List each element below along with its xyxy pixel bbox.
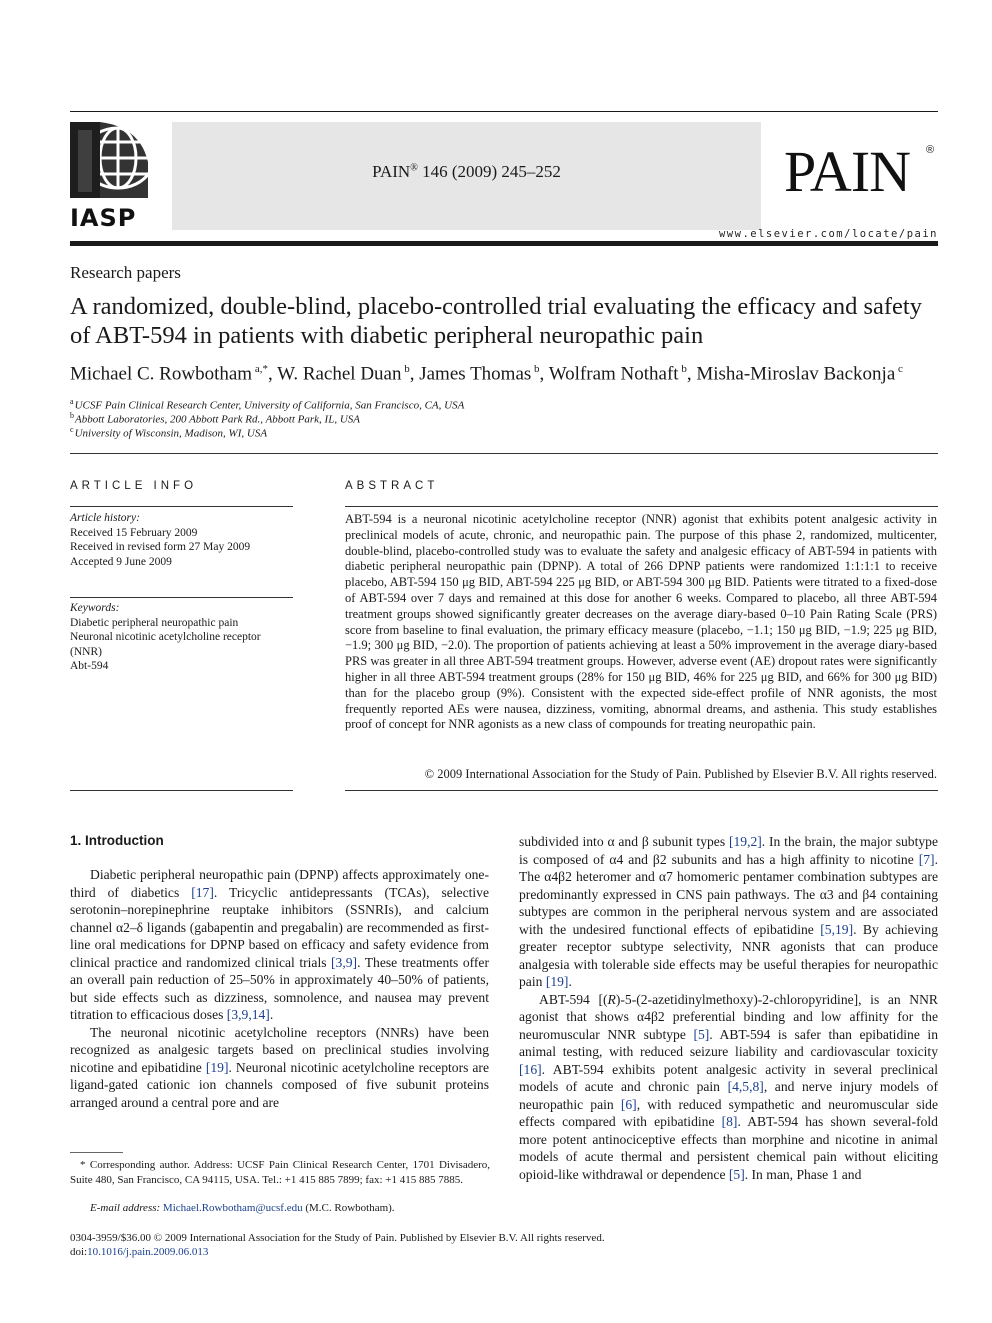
- divider: [70, 453, 938, 454]
- pain-journal-logo: PAIN: [784, 139, 911, 204]
- author-affiliation-mark[interactable]: b: [531, 363, 540, 375]
- citation-link[interactable]: [7]: [918, 851, 935, 867]
- left-column: [70, 866, 489, 1111]
- doi-line: doi:10.1016/j.pain.2009.06.013: [70, 1246, 209, 1258]
- citation-link[interactable]: [19]: [545, 974, 569, 989]
- divider: [70, 790, 293, 791]
- email-link[interactable]: Michael.Rowbotham@ucsf.edu: [162, 1202, 303, 1214]
- citation-link[interactable]: [19,2]: [728, 834, 762, 849]
- article-info-heading: ARTICLE INFO: [70, 480, 198, 492]
- right-column: [519, 833, 938, 1183]
- intro-paragraph-4: ABT-594 [(R)-5-(2-azetidinylmethoxy)-2-chloropyridine], is an NNR agonist that shows α4β2 preferential binding and low affinity for the neuromuscular NNR subtype [5]. ABT-594 is safer than epibatidine in animal testing, with reduced seizure liability and cardiovascular toxicity [16]. ABT-594 exhibits potent analgesic activity in several preclinical models of acute and chronic pain [4,5,8], and nerve injury models of neuropathic pain [6], with reduced sympathetic and neuromuscular side effects compared with epibatidine [8]. ABT-594 has shown several-fold more potent antinociceptive effects than morphine and nicotine in animal models of acute thermal and persistent chemical pain without eliciting opioid-like withdrawal or dependence [5]. In man, Phase 1 and: [519, 991, 938, 1182]
- citation-link[interactable]: [8]: [721, 1114, 738, 1129]
- intro-paragraph-1: Diabetic peripheral neuropathic pain (DPNP) affects approximately one-third of diabetics [17]. Tricyclic antidepressants (TCAs), selective serotonin–norepinephrine reuptake inhibitors (SSNRIs), and calcium channel α2–δ ligands (gabapentin and pregabalin) are recommended as first-line oral medications for DPNP based on efficacy and safety evidence from clinical practice and randomized clinical trials [3,9]. These treatments offer an overall pain reduction of 25–50% in approximately 40–50% of patients, but side effects such as dizziness, somnolence, and nausea may prevent titration to efficacious doses [3,9,14].: [70, 867, 490, 1022]
- citation-link[interactable]: [3,9,14]: [226, 1007, 270, 1022]
- email-line: E-mail address: Michael.Rowbotham@ucsf.edu (M.C. Rowbotham).: [90, 1202, 395, 1214]
- footnote-rule: [70, 1152, 123, 1153]
- citation-link[interactable]: [5]: [728, 1166, 745, 1182]
- journal-citation: PAIN® 146 (2009) 245–252: [372, 162, 561, 181]
- affiliation-a: $^a$UCSF Pain Clinical Research Center, University of California, San Francisco, CA, USA: [70, 397, 465, 412]
- affiliation-b: $^b$Abbott Laboratories, 200 Abbott Park Rd., Abbott Park, IL, USA: [70, 411, 360, 426]
- abstract-copyright: © 2009 International Association for the Study of Pain. Published by Elsevier B.V. All rights reserved.: [424, 767, 937, 781]
- citation-link[interactable]: [16]: [519, 1061, 542, 1077]
- intro-heading: 1. Introduction: [70, 833, 164, 848]
- iasp-wordmark: IASP: [70, 204, 137, 232]
- author-name: Michael C. Rowbotham: [70, 363, 253, 385]
- citation-link[interactable]: [5,19]: [820, 921, 854, 937]
- article-title: A randomized, double-blind, placebo-controlled trial evaluating the efficacy and safety of ABT-594 in patients with diabetic peripheral neuropathic pain: [70, 293, 922, 349]
- author-name: Misha-Miroslav Backonja: [696, 363, 896, 385]
- header-thick-rule: [70, 241, 938, 246]
- intro-paragraph-2: The neuronal nicotinic acetylcholine receptors (NNRs) have been recognized as analgesic targets based on preclinical studies involving nicotine and epibatidine [19]. Neuronal nicotinic acetylcholine receptors are ligand-gated cationic ion channels composed of five subunit proteins arranged around a central pore and are: [70, 1024, 489, 1110]
- affiliation-c: $^c$University of Wisconsin, Madison, WI, USA: [70, 425, 268, 440]
- author-affiliation-mark[interactable]: b: [401, 363, 410, 375]
- intro-paragraph-3: subdivided into α and β subunit types [19,2]. In the brain, the major subtype is composed of α4 and β2 subunits and has a high affinity to nicotine [7]. The α4β2 heteromer and α7 homomeric pentamer combination subtypes are predominantly expressed in CNS pain pathways. The α3 and β4 containing subtypes are common in the peripheral nervous system and are associated with the undesired functional effects of epibatidine [5,19]. By achieving greater receptor subtype selectivity, NNR agonists that can produce analgesia with tolerable side effects may be useful therapies for neuropathic pain [19].: [519, 834, 939, 989]
- abstract-text: ABT-594 is a neuronal nicotinic acetylcholine receptor (NNR) agonist that exhibits potent analgesic activity in preclinical models of acute, chronic, and neuropathic pain. The purpose of this phase 2, randomized, multicenter, double-blind, placebo-controlled study was to evaluate the safety and analgesic efficacy of ABT-594 in patients with diabetic peripheral neuropathic pain (DPNP). A total of 266 DPNP patients were randomized 1:1:1:1 to receive placebo, ABT-594 150 μg BID, ABT-594 225 μg BID, or ABT-594 300 μg BID. Patients were titrated to a fixed-dose of ABT-594 over 7 days and remained at this dose for another 6 weeks. Compared to placebo, all three ABT-594 treatment groups showed significantly greater decreases on the average diary-based 0–10 Pain Rating Scale (PRS) score from baseline to final evaluation, the primary efficacy measure (placebo, −1.1; 150 μg BID, −1.9; 225 μg BID, −1.9; 300 μg BID, −2.0). The proportion of patients achieving at least a 50% improvement in the average diary-based PRS was greater in all three ABT-594 treatment groups. However, adverse event (AE) dropout rates were significantly higher in all three ABT-594 treatment groups (28% for 150 μg BID, 46% for 225 μg BID, and 66% for 300 μg BID) than for the placebo group (9%). Consistent with the expected side-effect profile of NNR agonists, the most frequently reported AEs were nausea, dizziness, vomiting, abnormal dreams, and asthenia. This study establishes proof of concept for NNR agonists as a new class of compounds for treating neuropathic pain.: [345, 512, 937, 732]
- journal-url[interactable]: www.elsevier.com/locate/pain: [718, 228, 938, 240]
- keywords: Keywords: Diabetic peripheral neuropathic pain Neuronal nicotinic acetylcholine receptor (NNR) Abt-594: [70, 602, 261, 672]
- corresponding-author-note: * Corresponding author. Address: UCSF Pain Clinical Research Center, 1701 Divisadero, Suite 480, San Francisco, CA 94115, USA. Tel.: +1 415 885 7899; fax: +1 415 885 7885.: [70, 1159, 490, 1186]
- abstract-heading: ABSTRACT: [345, 480, 439, 492]
- doi-link[interactable]: 10.1016/j.pain.2009.06.013: [87, 1246, 209, 1258]
- citation-link[interactable]: [19]: [205, 1059, 229, 1075]
- article-history: Article history: Received 15 February 2009 Received in revised form 27 May 2009 Accepted 9 June 2009: [70, 512, 251, 568]
- citation-link[interactable]: [6]: [620, 1096, 637, 1112]
- author-affiliation-mark[interactable]: a,*: [252, 363, 268, 375]
- divider: [70, 506, 293, 507]
- author-list: Michael C. Rowbotham $^{a,*}$, W. Rachel Duan $^b$, James Thomas $^b$, Wolfram Nothaft $^b$, Misha-Miroslav Backonja $^c$: [70, 363, 903, 385]
- author-name: W. Rachel Duan: [277, 363, 402, 385]
- citation-link[interactable]: [17]: [191, 884, 214, 900]
- divider: [70, 597, 293, 598]
- section-label: Research papers: [70, 263, 181, 282]
- top-rule: [70, 111, 938, 112]
- author-name: Wolfram Nothaft: [548, 363, 679, 385]
- divider: [345, 790, 938, 791]
- citation-link[interactable]: [3,9]: [331, 954, 358, 970]
- citation-link[interactable]: [4,5,8]: [727, 1079, 764, 1094]
- author-affiliation-mark[interactable]: c: [895, 363, 903, 375]
- registered-mark: ®: [926, 144, 935, 156]
- issn-copyright: 0304-3959/$36.00 © 2009 International Association for the Study of Pain. Published by Elsevier B.V. All rights reserved.: [70, 1232, 605, 1244]
- author-affiliation-mark[interactable]: b: [678, 363, 687, 375]
- author-name: James Thomas: [419, 363, 532, 385]
- citation-link[interactable]: [5]: [693, 1026, 710, 1042]
- divider: [345, 506, 938, 507]
